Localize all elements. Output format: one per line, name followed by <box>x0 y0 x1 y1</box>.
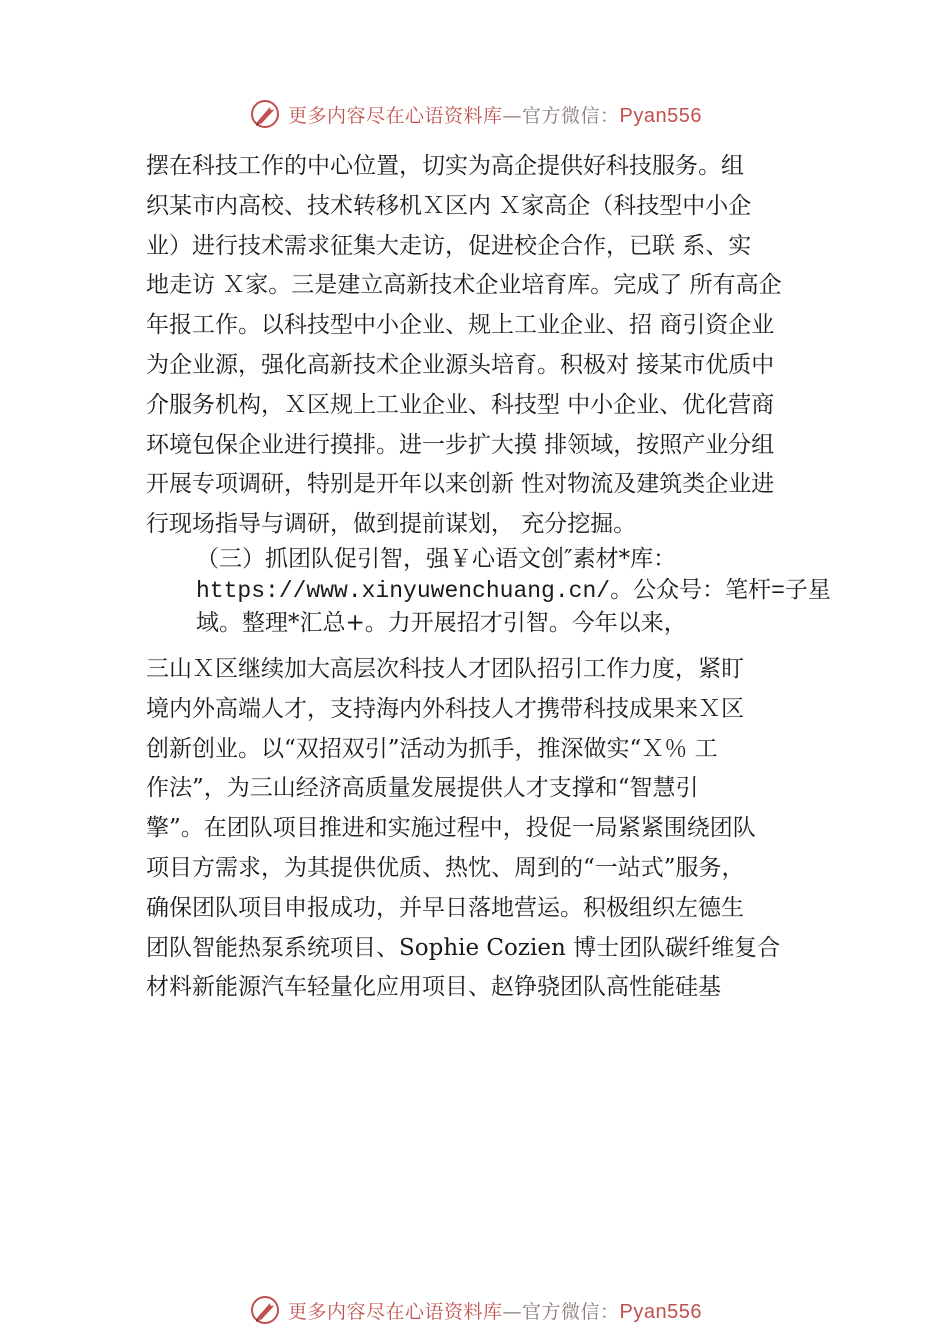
text-line: 环境包保企业进行摸排。进一步扩大摸 排领域，按照产业分组 <box>146 431 775 458</box>
text-line: 三山Ｘ区继续加大高层次科技人才团队招引工作力度，紧盯 <box>146 656 744 682</box>
text-line: 团队智能热泵系统项目、Sophie Cozien 博士团队碳纤维复合 <box>146 934 781 961</box>
text-line: 作法”，为三山经济高质量发展提供人才支撑和“智慧引 <box>146 775 699 802</box>
text-line: 摆在科技工作的中心位置，切实为高企提供好科技服务。组 <box>146 153 744 179</box>
text-line: 确保团队项目申报成功，并早日落地营运。积极组织左德生 <box>146 894 744 921</box>
body-paragraph-3 <box>146 650 836 1008</box>
pen-nib-logo-icon <box>248 97 282 131</box>
text-line: 介服务机构，Ｘ区规上工业企业、科技型 中小企业、优化营商 <box>146 391 775 418</box>
text-line: 境内外高端人才，支持海内外科技人才携带科技成果来Ｘ区 <box>146 695 744 722</box>
text-line: 年报工作。以科技型中小企业、规上工业企业、招 商引资企业 <box>146 312 775 339</box>
text-line: 行现场指导与调研，做到提前谋划， 充分挖掘。 <box>146 511 637 538</box>
text-line: 开展专项调研，特别是开年以来创新 性对物流及建筑类企业进 <box>146 471 775 498</box>
text-line: 为企业源，强化高新技术企业源头培育。积极对 接某市优质中 <box>146 351 775 378</box>
watermark-text <box>288 1297 702 1324</box>
watermark-dash: — <box>502 1300 523 1323</box>
text-line: 业）进行技术需求征集大走访，促进校企合作，已联 系、实 <box>146 232 752 259</box>
text-line: 材料新能源汽车轻量化应用项目、赵铮骁团队高性能硅基 <box>146 974 721 1001</box>
text-line: 域。整理*汇总+。力开展招才引智。今年以来， <box>196 610 687 636</box>
text-line: 擎”。在团队项目推进和实施过程中，投促一局紧紧围绕团队 <box>146 815 756 842</box>
header-watermark <box>0 94 950 134</box>
watermark-official-text: 官方微信： <box>522 104 620 127</box>
text-line: 创新创业。以“双招双引”活动为抓手，推深做实“Ｘ％ 工 <box>146 735 718 762</box>
footer-watermark <box>0 1290 950 1330</box>
body-paragraph-1 <box>146 147 836 545</box>
watermark-official-text: 官方微信： <box>522 1300 620 1323</box>
pen-nib-logo-icon <box>248 1293 282 1327</box>
watermark-site-text: 更多内容尽在心语资料库 <box>288 104 503 127</box>
watermark-text <box>288 101 702 128</box>
source-url-line: https://www.xinyuwenchuang.cn/。公众号：笔杆=子星 <box>196 578 831 604</box>
watermark-site-text: 更多内容尽在心语资料库 <box>288 1300 503 1323</box>
body-paragraph-2 <box>196 543 836 639</box>
text-line: 项目方需求，为其提供优质、热忱、周到的“一站式”服务， <box>146 854 745 881</box>
text-line: 织某市内高校、技术转移机Ｘ区内 Ｘ家高企（科技型中小企 <box>146 192 752 219</box>
watermark-wechat-id: Pyan556 <box>619 104 702 127</box>
section-heading-line: （三）抓团队促引智，强￥心语文创″素材*库： <box>196 546 677 572</box>
watermark-wechat-id: Pyan556 <box>619 1300 702 1323</box>
watermark-dash: — <box>502 104 523 127</box>
text-line: 地走访 Ｘ家。三是建立高新技术企业培育库。完成了 所有高企 <box>146 272 782 299</box>
